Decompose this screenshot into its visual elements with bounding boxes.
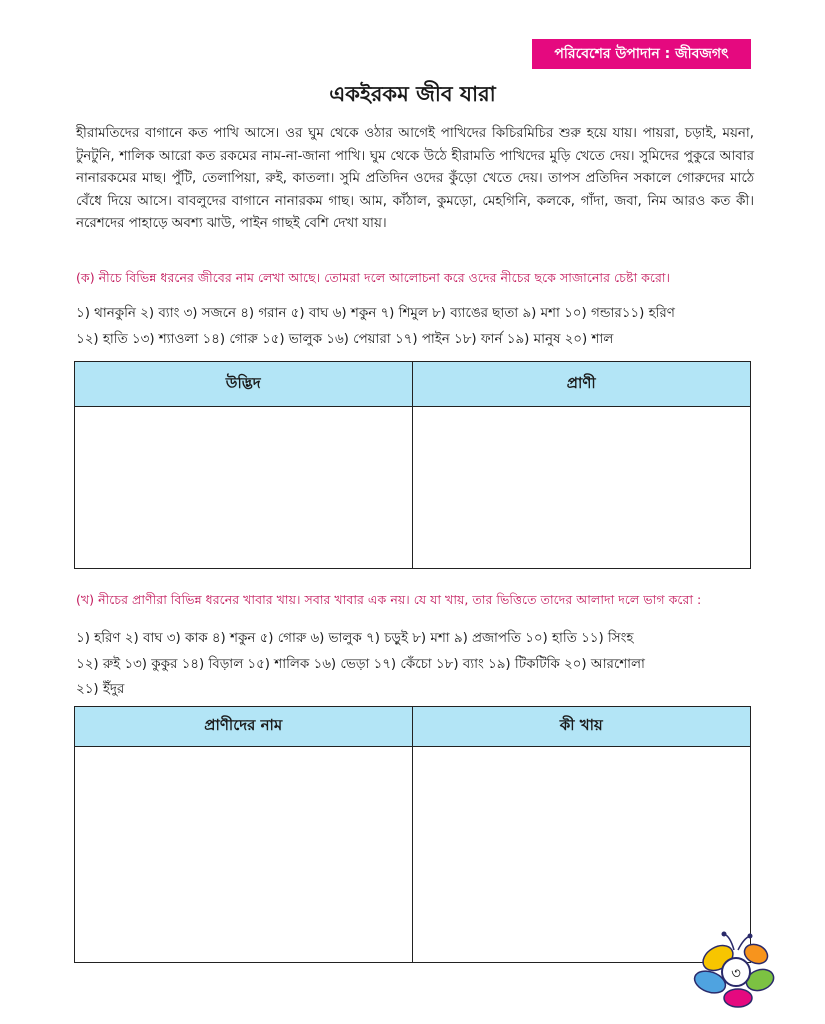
table-cell-animals[interactable] <box>413 407 751 568</box>
page-number: ৩ <box>731 964 741 982</box>
page-title: একইরকম জীব যারা <box>329 82 496 106</box>
table-header-animals: প্রাণী <box>413 362 751 407</box>
passage-line: হীরামতিদের বাগানে কত পাখি আসে। ওর ঘুম থেকে ওঠার আগেই পাখিদের কিচিরমিচির শুরু হয়ে যায়। পায়রা, চড়াই, <box>76 126 717 141</box>
passage-line: প্রতিদিন সকালে গোরুদের মাঠে বেঁধে দিয়ে আসে। বাবলুদের বাগানে নানারকম গাছ। আম, কাঁঠাল, কুমড়ো, মেহগিনি, <box>76 171 754 209</box>
sorting-table-animal-food <box>74 706 751 963</box>
organism-list-line: ১) থানকুনি ২) ব্যাং ৩) সজনে ৪) গরান ৫) বাঘ ৬) শকুন ৭) শিমুল ৮) ব্যাঙের ছাতা ৯) মশা ১০) গন্ডার১১) হরিণ <box>76 306 675 321</box>
animal-list-line: ২১) ইঁদুর <box>76 682 125 697</box>
table-cell-animal-name[interactable] <box>75 747 413 962</box>
flower-page-number-badge <box>690 930 780 1010</box>
chapter-tag: পরিবেশের উপাদান : জীবজগৎ <box>532 39 751 69</box>
instruction-a: (ক) নীচে বিভিন্ন ধরনের জীবের নাম লেখা আছে। তোমরা দলে আলোচনা করে ওদের নীচের ছকে সাজানোর চেষ্টা করো। <box>76 270 671 285</box>
passage-line: কলকে, গাঁদা, জবা, নিম আরও কত কী। নরেশদের পাহাড়ে অবশ্য ঝাউ, পাইন গাছই বেশি দেখা যায়। <box>76 193 754 231</box>
passage <box>76 123 754 236</box>
instruction-b: (খ) নীচের প্রাণীরা বিভিন্ন ধরনের খাবার খায়। সবার খাবার এক নয়। যে যা খায়, তার ভিত্তিতে তাদের আলাদা দলে ভাগ করো : <box>76 592 702 607</box>
table-header-plants: উদ্ভিদ <box>75 362 413 407</box>
passage-line: সুমিদের পুকুরে আবার নানারকমের মাছ। পুঁটি, তেলাপিয়া, রুই, কাতলা। সুমি প্রতিদিন ওদের কুঁড়ো খেতে দেয়। তাপস <box>76 148 754 186</box>
passage-line: ময়না, টুনটুনি, শালিক আরো কত রকমের নাম-না-জানা পাখি। ঘুম থেকে উঠে হীরামতি পাখিদের মুড়ি খেতে দেয়। <box>76 126 754 164</box>
organism-list-line: ১২) হাতি ১৩) শ্যাওলা ১৪) গোরু ১৫) ভালুক ১৬) পেয়ারা ১৭) পাইন ১৮) ফার্ন ১৯) মানুষ ২০) শাল <box>76 332 614 347</box>
animal-list-line: ১২) রুই ১৩) কুকুর ১৪) বিড়াল ১৫) শালিক ১৬) ভেড়া ১৭) কেঁচো ১৮) ব্যাং ১৯) টিকটিকি ২০) আরশোলা <box>76 657 645 672</box>
table-header-animal-name: প্রাণীদের নাম <box>75 707 413 747</box>
table-header-food: কী খায় <box>413 707 751 747</box>
table-cell-plants[interactable] <box>75 407 413 568</box>
animal-list-line: ১) হরিণ ২) বাঘ ৩) কাক ৪) শকুন ৫) গোরু ৬) ভালুক ৭) চড়ুই ৮) মশা ৯) প্রজাপতি ১০) হাতি ১১) সিংহ <box>76 631 634 646</box>
sorting-table-plants-animals <box>74 361 751 569</box>
